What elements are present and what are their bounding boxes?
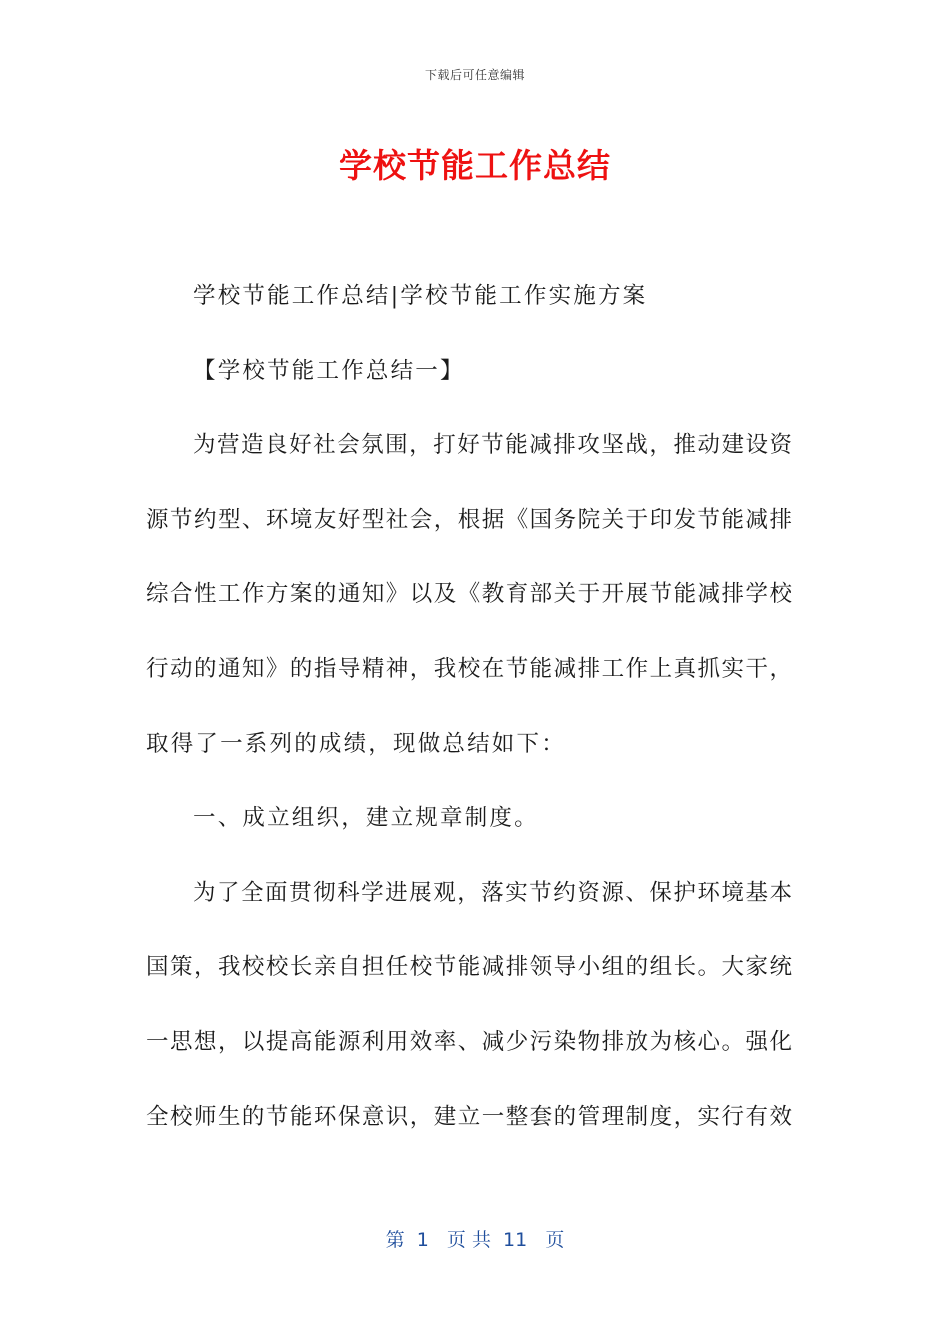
section-heading: 【学校节能工作总结一】 xyxy=(193,357,465,384)
document-title: 学校节能工作总结 xyxy=(339,146,611,185)
section-heading: 一、成立组织，建立规章制度。 xyxy=(193,805,539,832)
paragraph-line: 一思想，以提高能源利用效率、减少污染物排放为核心。强化 xyxy=(146,1028,792,1055)
paragraph-line: 取得了一系列的成绩，现做总结如下： xyxy=(146,730,566,757)
subtitle-line: 学校节能工作总结|学校节能工作实施方案 xyxy=(193,283,648,309)
paragraph-line: 为营造良好社会氛围，打好节能减排攻坚战，推动建设资 xyxy=(193,432,792,459)
paragraph-line: 源节约型、环境友好型社会，根据《国务院关于印发节能减排 xyxy=(146,506,792,533)
paragraph-line: 综合性工作方案的通知》以及《教育部关于开展节能减排学校 xyxy=(146,581,792,608)
document-body xyxy=(146,272,792,1167)
paragraph-line: 国策，我校校长亲自担任校节能减排领导小组的组长。大家统 xyxy=(146,954,792,981)
page-number-footer: 第 1 页 共 11 页 xyxy=(385,1229,565,1251)
header-note: 下载后可任意编辑 xyxy=(424,68,525,82)
paragraph-line: 为了全面贯彻科学进展观，落实节约资源、保护环境基本 xyxy=(193,879,792,906)
paragraph-line: 全校师生的节能环保意识，建立一整套的管理制度，实行有效 xyxy=(146,1103,792,1130)
paragraph-line: 行动的通知》的指导精神，我校在节能减排工作上真抓实干， xyxy=(146,655,792,682)
